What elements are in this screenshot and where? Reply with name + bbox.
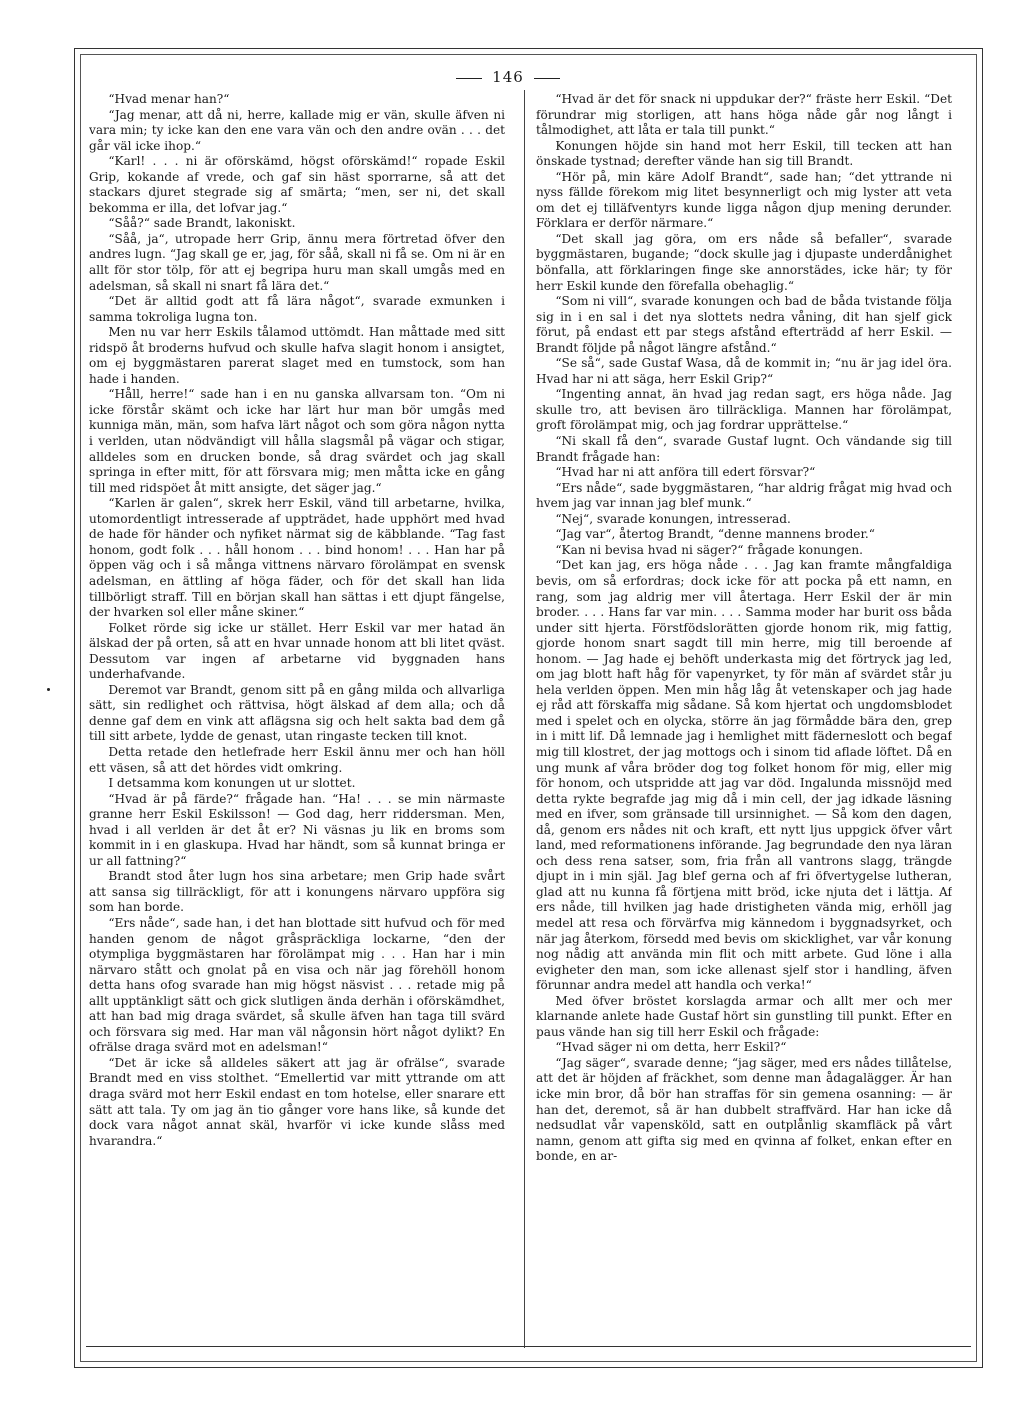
paragraph: “Hvad säger ni om detta, herr Eskil?“ bbox=[555, 1040, 787, 1055]
paragraph: “Hvad är på färde?“ frågade han. “Ha! . . . se min närmaste granne herr Eskil Eskilsson! — God dag, herr riddersman. Men, hvad i all verlden är det åt er? Ni väsnas ju lik en broms som kommit in i en glaskupa. Hvad har händt, som så kunnat bringa er ur all fattning?“ bbox=[89, 791, 505, 868]
page-number: 146 bbox=[492, 68, 524, 86]
paragraph: Deremot var Brandt, genom sitt på en gång milda och allvarliga sätt, sin redlighet och rättvisa, högt älskad af dem alla; och då denne gaf dem en vink att aflägsna sig och helt sakta bad dem gå till sitt arbete, lydde de genast, utan ringaste tecken till knot. bbox=[89, 682, 505, 744]
paragraph: “Såå?“ sade Brandt, lakoniskt. bbox=[108, 216, 296, 231]
header-dash-right bbox=[534, 78, 560, 79]
bottom-rule bbox=[86, 1346, 971, 1347]
paragraph: Brandt stod åter lugn hos sina arbetare; men Grip hade svårt att sansa sig tillräckligt, för att i konungens närvaro uppföra sig som han borde. bbox=[89, 869, 505, 915]
paragraph: “Karl! . . . ni är oförskämd, högst oförskämd!“ ropade Eskil Grip, kokande af vrede, och gaf sin häst sporrarne, så att det stackars djuret stegrade sig af smärta; “men, ser ni, det skall bekomma er illa, det lofvar jag.“ bbox=[89, 154, 505, 215]
paragraph: “Det är alltid godt att få lära något“, svarade exmunken i samma tokroliga lugna ton. bbox=[89, 294, 505, 324]
paragraph: “Såå, ja“, utropade herr Grip, ännu mera förtretad öfver den andres lugn. “Jag skall ge er, jag, för såå, skall ni få se. Om ni är en allt för stor tölp, för att ej begripa huru man skall umgås med en adelsman, så skall ni snart få lära det.“ bbox=[89, 231, 505, 293]
column-divider bbox=[524, 90, 525, 1348]
paragraph: “Det kan jag, ers höga nåde . . . Jag kan framte mångfaldiga bevis, om så erfordras; dock icke för att pocka på ett namn, en rang, som jag aldrig mer vill återtaga. Herr Eskil der är min broder. . . . Hans far var min. . . . Samma moder har burit oss båda under sitt hjerta. Förstfödslorätten gjorde honom rik, mig fattig, gjorde honom snart sagdt till min herre, mig till beroende af honom. — Jag hade ej behöft underkasta mig det förtryck jag led, om jag blott haft håg för vapenyrket, ty för män af svärdet står ju hela verlden öppen. Men min håg låg åt vetenskaper och jag hade ej råd att förskaffa mig sådane. Så kom hjertat och ungdomsblodet med i spelet och en olycka, större än jag förmådde bära den, grep in i mitt lif. Då lemnade jag i hemlighet mitt fäderneslott och begaf mig till klostret, der jag mottogs och i sinom tid aflade löftet. Då en ung munk af våra bröder dog tog folket honom för mig, eller mig för honom, och utspridde att jag var död. Ingalunda missnöjd med detta rykte begrafde jag mig då i min cell, der jag idkade läsning med en ifver, som gränsade till ursinnighet. — Så kom den dagen, då, genom ers nådes nit och kraft, ett nytt ljus uppgick öfver vårt land, med reformationens införande. Jag begrundade den nya läran och dess rena satser, som, fria från all vantrons slagg, trängde djupt in i min själ. Jag blef gerna och af fri öfvertygelse lutheran, glad att nu kunna få förtjena mitt bröd, icke njuta det i lättja. Af ers nåde, till hvilken jag hade dristigheten vända mig, erhöll jag medel att resa och förvärfva mig kännedom i byggnadsyrket, och när jag återkom, försedd med bevis om skicklighet, var vår konung nog nådig att använda min flit och mitt arbete. Gud löne i alla evigheter den man, som icke allenast sjelf stor i handling, äfven förunnar andra medel att handla och verka!“ bbox=[536, 558, 952, 993]
right-column bbox=[536, 92, 952, 1350]
paragraph: “Se så“, sade Gustaf Wasa, då de kommit in; “nu är jag idel öra. Hvad har ni att säga, herr Eskil Grip?“ bbox=[536, 356, 952, 386]
page-number-header bbox=[0, 68, 1016, 86]
paragraph: Folket rörde sig icke ur stället. Herr Eskil var mer hatad än älskad der på orten, så att en hvar unnade honom att bli litet qväst. Dessutom var ingen af arbetarne vid byggnaden hans underhafvande. bbox=[89, 620, 505, 682]
paragraph: “Ingenting annat, än hvad jag redan sagt, ers höga nåde. Jag skulle tro, att bevisen äro tillräckliga. Mannen har förolämpat, groft förolämpat mig, och jag fordrar upprättelse.“ bbox=[536, 387, 952, 433]
paragraph: “Karlen är galen“, skrek herr Eskil, vänd till arbetarne, hvilka, utomordentligt intresserade af uppträdet, hade upphört med hvad de hade för händer och nyfiket närmat sig de käbblande. “Tag fast honom, godt folk . . . håll honom . . . bind honom! . . . Han har på öppen väg och i så många vittnens närvaro förolämpat en svensk adelsman, en ättling af höga fäder, och för det skall han lida tillbörligt straff. Till en början skall han sättas i ett djupt fängelse, der hvarken sol eller måne skiner.“ bbox=[89, 496, 505, 620]
paragraph: “Ers nåde“, sade han, i det han blottade sitt hufvud och för med handen genom de något gråspräckliga lockarne, “den der otympliga byggmästaren har förolämpat mig . . . Han har i min närvaro stått och gnolat på en visa och när jag förehöll honom detta hans ofog svarade han mig högst näsvist . . . retade mig på allt upptänkligt sätt och gick slutligen ända derhän i oförskämdhet, att han bad mig draga svärdet, så skulle äfven han taga till svärd och försvara sig med. Har man väl någonsin hört något dylikt? En ofrälse draga svärd mot en adelsman!“ bbox=[89, 915, 505, 1055]
paragraph: “Hör på, min käre Adolf Brandt“, sade han; “det yttrande ni nyss fällde förekom mig litet besynnerligt och mig lyster att veta om det ej tilläfventyrs kunde ligga någon djup mening derunder. Förklara er derför närmare.“ bbox=[536, 169, 952, 231]
paragraph: “Jag var“, återtog Brandt, “denne mannens broder.“ bbox=[555, 527, 875, 542]
paragraph: “Nej“, svarade konungen, intresserad. bbox=[555, 511, 791, 526]
paragraph: Men nu var herr Eskils tålamod uttömdt. Han måttade med sitt ridspö åt broderns hufvud och skulle hafva slagit honom i ansigtet, om ej byggmästaren parerat slaget med en tumstock, som han hade i handen. bbox=[89, 325, 505, 386]
paragraph: I detsamma kom konungen ut ur slottet. bbox=[108, 776, 356, 791]
paragraph: “Hvad har ni att anföra till edert försvar?“ bbox=[555, 465, 816, 480]
left-column bbox=[89, 92, 505, 1350]
paragraph: “Det är icke så alldeles säkert att jag är ofrälse“, svarade Brandt med en viss stolthet. “Emellertid var mitt yttrande om att draga svärd mot herr Eskil endast en tom hotelse, eller snarare ett sätt att tala. Ty om jag än tio gånger vore hans like, så kunde det dock vara något annat skäl, hvarför vi icke kunde slåss med hvarandra.“ bbox=[89, 1055, 505, 1148]
paragraph: “Hvad är det för snack ni uppdukar der?“ fräste herr Eskil. “Det förundrar mig storligen, att hans höga nåde går nog långt i tålmodighet, att låta er tala till punkt.“ bbox=[536, 92, 952, 138]
paragraph: “Hvad menar han?“ bbox=[108, 92, 230, 106]
paragraph: “Det skall jag göra, om ers nåde så befaller“, svarade byggmästaren, bugande; “dock skulle jag i djupaste underdånighet bönfalla, att förklaringen finge ske annorstädes, icke här; ty för herr Eskil kunde den förefalla obehaglig.“ bbox=[536, 231, 952, 293]
paragraph: Konungen höjde sin hand mot herr Eskil, till tecken att han önskade tystnad; derefter vände han sig till Brandt. bbox=[536, 138, 952, 169]
paragraph: “Kan ni bevisa hvad ni säger?“ frågade konungen. bbox=[555, 542, 863, 557]
paragraph: “Ni skall få den“, svarade Gustaf lugnt. Och vändande sig till Brandt frågade han: bbox=[536, 434, 952, 464]
paragraph: “Som ni vill“, svarade konungen och bad de båda tvistande följa sig in i en sal i det nya slottets nedra våning, dit han sjelf gick förut, på endast ett par stegs afstånd efterträdd af herr Eskil. — Brandt följde på något längre afstånd.“ bbox=[536, 294, 952, 355]
paragraph: Med öfver bröstet korslagda armar och allt mer och mer klarnande anlete hade Gustaf hört sin gunstling till punkt. Efter en paus vände han sig till herr Eskil och frågade: bbox=[536, 993, 952, 1039]
print-speck bbox=[47, 688, 50, 691]
paragraph: “Ers nåde“, sade byggmästaren, “har aldrig frågat mig hvad och hvem jag var innan jag blef munk.“ bbox=[536, 480, 952, 511]
paragraph: “Jag menar, att då ni, herre, kallade mig er vän, skulle äfven ni vara min; ty icke kan den ene vara vän och den andre ovän . . . det går väl icke ihop.“ bbox=[89, 107, 505, 153]
paragraph: “Håll, herre!“ sade han i en nu ganska allvarsam ton. “Om ni icke förstår skämt och icke har lärt hur man bör umgås med kunniga män, män, som hafva lärt något och som göra någon nytta i verlden, utan nödvändigt vill hålla slagsmål på vägar och stigar, alldeles som en drucken bonde, så drag svärdet och jag skall springa in efter mitt, för att försvara mig; men måtta icke en gång till med ridspöet åt mitt ansigte, det säger jag.“ bbox=[89, 387, 505, 495]
paragraph: Detta retade den hetlefrade herr Eskil ännu mer och han höll ett väsen, så att det hördes vidt omkring. bbox=[89, 744, 505, 775]
paragraph: “Jag säger“, svarade denne; “jag säger, med ers nådes tillåtelse, att det är höjden af fräckhet, som denne man ådagalägger. Är han icke min bror, då bör han straffas för sin gemena osanning: — är han det, deremot, så är han dubbelt straffvärd. Har han icke då nedsudlat vår vapensköld, satt en outplånlig skamfläck på vårt namn, genom att gifta sig med en qvinna af folket, enkan efter en bonde, en ar- bbox=[536, 1055, 952, 1164]
header-dash-left bbox=[456, 78, 482, 79]
